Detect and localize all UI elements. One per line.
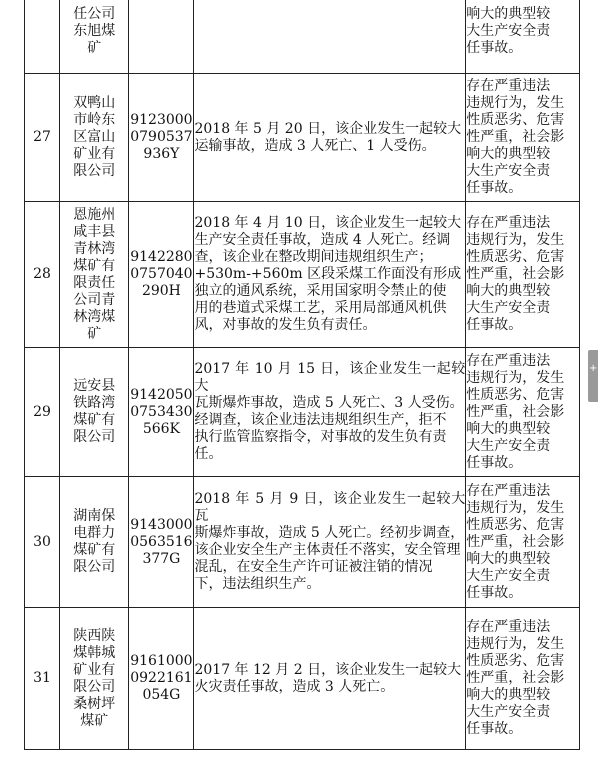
company-name-line: 铁路湾 xyxy=(73,395,116,411)
credit-code-line: 054G xyxy=(142,687,181,703)
listing-reason-line: 性质恶劣、危害 xyxy=(466,386,565,403)
company-name-cell xyxy=(60,608,129,750)
listing-reason-line: 性严重，社会影 xyxy=(466,403,565,420)
table-row xyxy=(25,477,580,608)
incident-description-cell xyxy=(194,0,466,74)
incident-description-line: 混乱，在安全生产许可证被注销的情况 xyxy=(194,559,433,575)
listing-reason-line: 性质恶劣、危害 xyxy=(466,653,565,669)
table-row xyxy=(25,202,580,348)
listing-reason-line: 性严重，社会影 xyxy=(466,266,565,282)
incident-description-cell xyxy=(194,348,466,477)
listing-reason-line: 性质恶劣、危害 xyxy=(466,249,565,265)
company-name-line: 限公司 xyxy=(73,163,116,179)
incident-description-line: 斯爆炸事故，造成 5 人死亡。经初步调查， xyxy=(194,525,465,541)
listing-reason-cell xyxy=(466,608,580,750)
company-name-cell xyxy=(60,0,129,74)
listing-reason-line: 存在严重违法 xyxy=(466,78,551,94)
listing-reason-line: 任事故。 xyxy=(466,39,523,56)
incident-description-line: 下，违法组织生产。 xyxy=(194,576,321,592)
credit-code-cell xyxy=(129,477,194,608)
incident-description-line: 风，对事故的发生负有责任。 xyxy=(194,317,377,333)
listing-reason-line: 响大的典型较 xyxy=(466,5,551,22)
incident-description-line: 执行监管监察指令，对事故的发生负有责 xyxy=(194,429,447,445)
blacklist-table xyxy=(24,0,580,750)
company-name-cell xyxy=(60,348,129,477)
incident-description-cell xyxy=(194,74,466,202)
row-number-cell xyxy=(25,0,60,74)
row-number-cell: 30 xyxy=(25,477,60,608)
table-row xyxy=(25,348,580,477)
company-name-line: 青林湾 xyxy=(73,240,116,257)
credit-code-cell xyxy=(129,202,194,348)
incident-description-line: 经调查，该企业违法违规组织生产，拒不 xyxy=(194,412,447,428)
credit-code-line: 9123000 xyxy=(130,112,193,128)
listing-reason-line: 响大的典型较 xyxy=(466,687,551,703)
company-name-cell xyxy=(60,477,129,608)
company-name-line: 矿 xyxy=(87,39,102,56)
listing-reason-line: 响大的典型较 xyxy=(466,420,551,437)
row-number-cell: 28 xyxy=(25,202,60,348)
listing-reason-line: 违规行为，发生 xyxy=(466,499,565,516)
company-name-line: 矿业有 xyxy=(73,661,116,678)
company-name-line: 市岭东 xyxy=(73,112,116,128)
listing-reason-line: 存在严重违法 xyxy=(466,619,551,635)
row-number-cell: 27 xyxy=(25,74,60,202)
listing-reason-line: 存在严重违法 xyxy=(466,215,551,231)
listing-reason-line: 违规行为，发生 xyxy=(466,232,565,248)
company-name-line: 远安县 xyxy=(73,378,116,394)
credit-code-line: 377G xyxy=(142,550,181,567)
listing-reason-line: 违规行为，发生 xyxy=(466,636,565,652)
incident-description-line: 2018 年 5 月 20 日，该企业发生一起较大 xyxy=(194,120,462,137)
incident-description-line: 查，该企业在整改期间违规组织生产； xyxy=(194,249,433,265)
listing-reason-cell xyxy=(466,202,580,348)
credit-code-line: 566K xyxy=(142,420,180,437)
listing-reason-line: 违规行为，发生 xyxy=(466,369,565,386)
credit-code-line: 0922161 xyxy=(130,670,193,686)
listing-reason-line: 响大的典型较 xyxy=(466,146,551,162)
listing-reason-line: 任事故。 xyxy=(466,317,523,333)
table-row xyxy=(25,608,580,750)
incident-description-line: 2018 年 5 月 9 日，该企业发生一起较大瓦 xyxy=(194,491,466,524)
side-scroll-tab[interactable] xyxy=(588,350,598,402)
listing-reason-line: 性质恶劣、危害 xyxy=(466,112,565,128)
company-name-line: 恩施州 xyxy=(73,206,116,223)
credit-code-line: 0790537 xyxy=(130,129,193,145)
incident-description-cell xyxy=(194,202,466,348)
listing-reason-line: 大生产安全责 xyxy=(466,300,551,316)
row-number-cell: 29 xyxy=(25,348,60,477)
credit-code-cell xyxy=(129,608,194,750)
company-name-line: 煤矿有 xyxy=(73,257,116,274)
company-name-line: 双鸭山 xyxy=(73,95,116,111)
incident-description-line: 瓦斯爆炸事故，造成 5 人死亡、3 人受伤。 xyxy=(194,395,464,411)
incident-description-line: 该企业安全生产主体责任不落实，安全管理 xyxy=(194,542,461,558)
incident-description-line: 生产安全责任事故，造成 4 人死亡。经调 xyxy=(194,232,451,248)
listing-reason-line: 性严重，社会影 xyxy=(466,670,565,686)
incident-description-cell xyxy=(194,477,466,608)
company-name-line: 陕西陕 xyxy=(73,627,116,644)
listing-reason-cell xyxy=(466,74,580,202)
credit-code-line: 9143000 xyxy=(130,516,193,533)
listing-reason-line: 性严重，社会影 xyxy=(466,129,565,145)
company-name-line: 咸丰县 xyxy=(73,223,116,240)
listing-reason-line: 性质恶劣、危害 xyxy=(466,516,565,533)
incident-description-line: 2017 年 12 月 2 日，该企业发生一起较大 xyxy=(194,661,462,678)
company-name-line: 湖南保 xyxy=(73,508,116,524)
company-name-line: 煤矿有 xyxy=(73,542,116,558)
company-name-line: 东旭煤 xyxy=(73,22,116,39)
incident-description-line: 运输事故，造成 3 人死亡、1 人受伤。 xyxy=(194,137,436,154)
credit-code-line: 0563516 xyxy=(130,533,193,550)
company-name-cell xyxy=(60,202,129,348)
listing-reason-line: 大生产安全责 xyxy=(466,163,551,179)
listing-reason-line: 任事故。 xyxy=(466,454,523,471)
company-name-line: 任公司 xyxy=(73,5,116,22)
credit-code-line: 0757040 xyxy=(130,266,193,282)
incident-description-line: 火灾责任事故，造成 3 人死亡。 xyxy=(194,678,395,695)
listing-reason-line: 任事故。 xyxy=(466,584,523,601)
listing-reason-line: 响大的典型较 xyxy=(466,550,551,567)
listing-reason-line: 性严重，社会影 xyxy=(466,533,565,550)
listing-reason-cell xyxy=(466,348,580,477)
credit-code-line: 0753430 xyxy=(130,403,193,420)
credit-code-cell xyxy=(129,0,194,74)
listing-reason-line: 大生产安全责 xyxy=(466,567,551,584)
incident-description-line: 任。 xyxy=(194,446,223,462)
listing-reason-line: 违规行为，发生 xyxy=(466,95,565,111)
listing-reason-line: 大生产安全责 xyxy=(466,437,551,454)
company-name-line: 桑树坪 xyxy=(73,695,116,712)
company-name-line: 矿业有 xyxy=(73,146,116,162)
credit-code-cell xyxy=(129,348,194,477)
listing-reason-line: 响大的典型较 xyxy=(466,283,551,299)
incident-description-cell xyxy=(194,608,466,750)
company-name-line: 煤矿 xyxy=(80,712,109,729)
company-name-line: 煤韩城 xyxy=(73,644,116,661)
company-name-line: 区富山 xyxy=(73,129,116,145)
credit-code-line: 9161000 xyxy=(130,653,193,669)
company-name-line: 林湾煤 xyxy=(73,308,116,325)
listing-reason-cell xyxy=(466,477,580,608)
incident-description-line: 用的巷道式采煤工艺，采用局部通风机供 xyxy=(194,300,447,316)
incident-description-line: 2017 年 10 月 15 日，该企业发生一起较大 xyxy=(194,361,466,394)
table-body xyxy=(25,0,580,750)
listing-reason-line: 大生产安全责 xyxy=(466,704,551,720)
company-name-line: 限公司 xyxy=(73,429,116,445)
listing-reason-line: 存在严重违法 xyxy=(466,352,551,369)
company-name-line: 煤矿有 xyxy=(73,412,116,428)
table-row xyxy=(25,74,580,202)
company-name-line: 矿 xyxy=(87,325,102,342)
listing-reason-line: 任事故。 xyxy=(466,180,523,196)
company-name-line: 限公司 xyxy=(73,559,116,575)
company-name-cell xyxy=(60,74,129,202)
listing-reason-cell xyxy=(466,0,580,74)
listing-reason-line: 任事故。 xyxy=(466,721,523,737)
incident-description-line: 2018 年 4 月 10 日，该企业发生一起较大 xyxy=(194,215,462,231)
credit-code-line: 9142050 xyxy=(130,386,193,403)
credit-code-line: 9142280 xyxy=(130,249,193,265)
company-name-line: 限责任 xyxy=(73,274,116,291)
listing-reason-line: 存在严重违法 xyxy=(466,482,551,499)
credit-code-cell xyxy=(129,74,194,202)
table-row xyxy=(25,0,580,74)
company-name-line: 电群力 xyxy=(73,525,116,541)
incident-description-line: +530m-+560m 区段采煤工作面没有形成 xyxy=(194,266,462,282)
company-name-line: 公司青 xyxy=(73,291,116,308)
credit-code-line: 936Y xyxy=(143,146,180,162)
listing-reason-line: 大生产安全责 xyxy=(466,22,551,39)
incident-description-line: 独立的通风系统，采用国家明令禁止的使 xyxy=(194,283,447,299)
credit-code-line: 290H xyxy=(141,283,181,299)
plus-icon[interactable]: + xyxy=(589,363,598,374)
row-number-cell: 31 xyxy=(25,608,60,750)
company-name-line: 限公司 xyxy=(73,678,116,695)
